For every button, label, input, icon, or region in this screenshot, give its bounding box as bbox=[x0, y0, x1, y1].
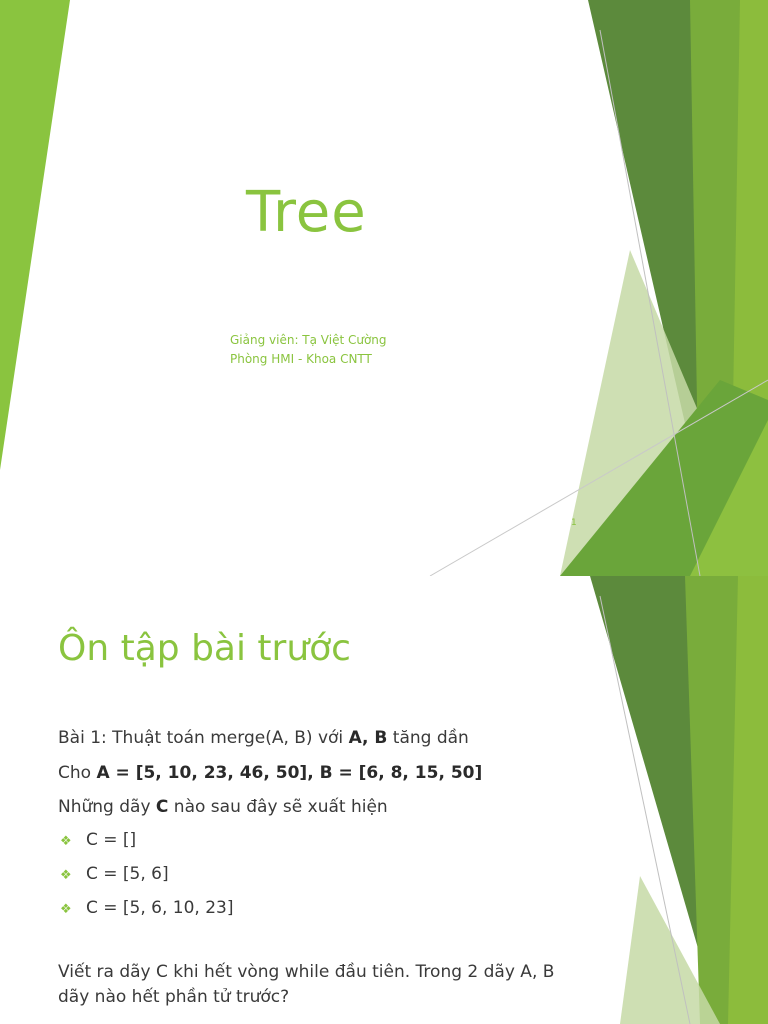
slide-title: Tree bbox=[246, 180, 367, 245]
list-item: ❖ C = [] bbox=[60, 830, 137, 850]
diamond-bullet-icon: ❖ bbox=[60, 834, 72, 849]
list-item: ❖ C = [5, 6, 10, 23] bbox=[60, 898, 234, 918]
exercise-question: Viết ra dãy C khi hết vòng while đầu tiên. Trong 2 dãy A, B dãy nào hết phần tử trước? bbox=[58, 962, 555, 1007]
lecturer-text: Giảng viên: Tạ Việt Cường bbox=[230, 333, 387, 347]
given-arrays-line: Cho A = [5, 10, 23, 46, 50], B = [6, 8, 15, 50] bbox=[58, 763, 483, 783]
list-item: ❖ C = [5, 6] bbox=[60, 864, 169, 884]
page-number: 1 bbox=[571, 518, 577, 528]
question-line: Những dãy C nào sau đây sẽ xuất hiện bbox=[58, 797, 388, 817]
exercise-line: Bài 1: Thuật toán merge(A, B) với A, B tăng dần bbox=[58, 728, 469, 748]
department-text: Phòng HMI - Khoa CNTT bbox=[230, 352, 372, 366]
diamond-bullet-icon: ❖ bbox=[60, 902, 72, 917]
review-slide bbox=[0, 576, 768, 1024]
diamond-bullet-icon: ❖ bbox=[60, 868, 72, 883]
slide-title: Ôn tập bài trước bbox=[58, 628, 351, 669]
